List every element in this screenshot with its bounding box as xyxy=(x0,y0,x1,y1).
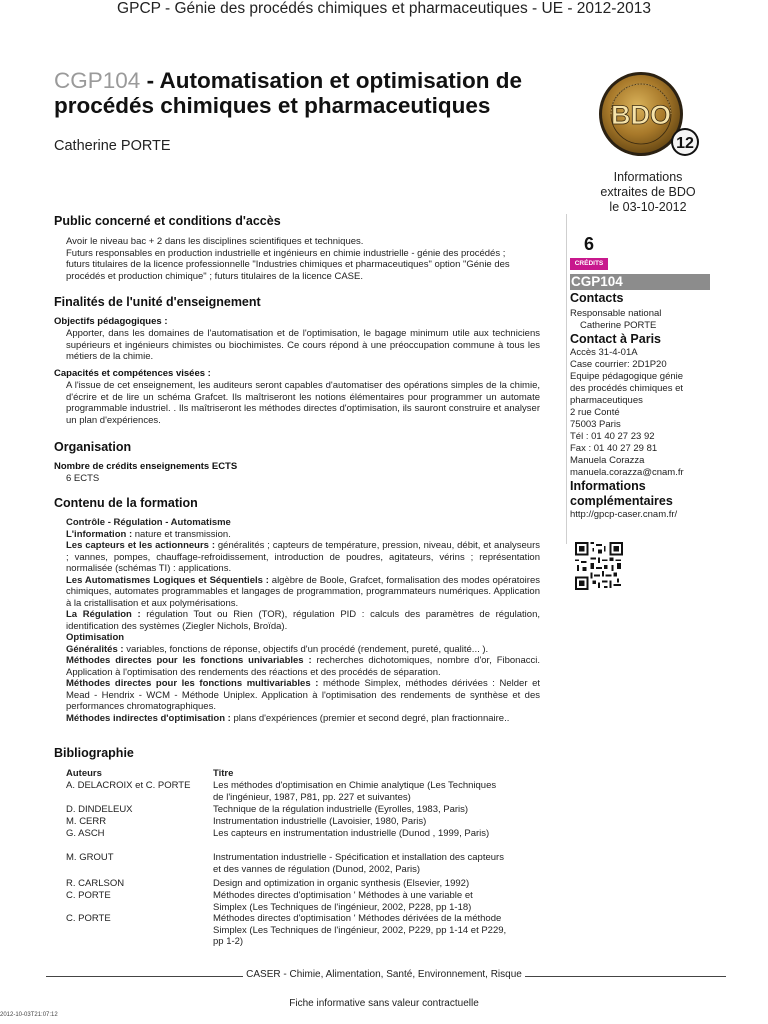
author-name: Catherine PORTE xyxy=(54,138,171,154)
contact-line: 75003 Paris xyxy=(570,419,621,430)
info-url-link[interactable]: http://gpcp-caser.cnam.fr/ xyxy=(570,509,678,520)
contact-email-link[interactable]: manuela.corazza@cnam.fr xyxy=(570,467,684,478)
objectifs-text: Apporter, dans les domaines de l'automatisation et de l'optimisation, le bagage minimum utile aux techniciens supérieurs et ingénieurs chimistes ou biochimistes. Ce cours répond à une préoccupation commune à tous les métiers de la chimie. xyxy=(66,328,540,362)
ects-label: Nombre de crédits enseignements ECTS xyxy=(54,461,238,472)
footer-category xyxy=(0,969,768,980)
bib-title: Design and optimization in organic synthesis (Elsevier, 1992) xyxy=(213,878,470,889)
course-title xyxy=(54,68,554,118)
bib-author: A. DELACROIX et C. PORTE xyxy=(66,780,191,791)
title-line2: procédés chimiques et pharmaceutiques xyxy=(54,93,491,118)
contact-line: pharmaceutiques xyxy=(570,395,643,406)
contact-line: Equipe pédagogique génie xyxy=(570,371,684,382)
sidebar-divider xyxy=(566,214,567,544)
public-line: procédés et production chimique" ; futurs titulaires de la licence CASE. xyxy=(66,270,363,282)
course-code: CGP104 xyxy=(54,68,141,93)
bib-author: M. GROUT xyxy=(66,852,114,863)
footer-disclaimer: Fiche informative sans valeur contractuelle xyxy=(289,998,479,1009)
info-heading-2: complémentaires xyxy=(570,494,673,508)
bib-author: C. PORTE xyxy=(66,913,111,924)
bib-author: M. CERR xyxy=(66,816,107,827)
page-header: GPCP - Génie des procédés chimiques et pharmaceutiques - UE - 2012-2013 xyxy=(117,0,651,17)
qr-code-icon xyxy=(575,542,623,590)
capacites-text: A l'issue de cet enseignement, les auditeurs seront capables d'automatiser des opérations simples de la chimie, d'écrire et de lire un schéma Grafcet. Ils maîtriseront les notions élémentaires pour programmer un automate programmable industriel. . Ils maîtriseront les méthodes directes d'optimisation, ils sauront construire et analyser un plan d'expériences. xyxy=(66,380,540,426)
credits-label: CRÉDITS xyxy=(570,258,608,270)
contenu-item: Les Automatismes Logiques et Séquentiels : algèbre de Boole, Grafcet, formalisation des modes opératoires chimiques, automates programmables et langages de programmation, programmateurs numériques. Application à la cristallisation et aux polymérisations. xyxy=(66,574,540,609)
contenu-heading: Contenu de la formation xyxy=(54,496,198,510)
sidebar-contacts xyxy=(570,291,710,521)
contenu-item: La Régulation : régulation Tout ou Rien (TOR), régulation PID : calculs des paramètres de régulation, identification des systèmes (Ziegler Nichols, Broïda). xyxy=(66,609,540,632)
title-line1: Automatisation et optimisation de xyxy=(159,68,523,93)
resp-name: Catherine PORTE xyxy=(580,320,657,331)
bdo-info-line1: Informations xyxy=(613,170,683,184)
contact-line: Case courrier: 2D1P20 xyxy=(570,359,667,370)
capacites-title: Capacités et compétences visées : xyxy=(54,368,211,379)
contenu-item: Les capteurs et les actionneurs : généralités ; capteurs de température, pression, niveau, débit, et analyseurs ; vannes, pompes, chauffage-refroidissement, introduction de poudres, agitateurs, vérins ; représentation normalisée (schémas TI) : applications. xyxy=(66,540,540,574)
bdo-info-line3: le 03-10-2012 xyxy=(609,200,687,214)
bibliographie-heading: Bibliographie xyxy=(54,746,134,760)
badge-number-text: 12 xyxy=(676,135,694,152)
contact-line: Fax : 01 40 27 29 81 xyxy=(570,443,658,454)
resp-label: Responsable national xyxy=(570,308,662,319)
contenu-item: Méthodes indirectes d'optimisation : plans d'expériences (premier et second degré, plan fractionnaire.. xyxy=(66,712,510,724)
public-line: Avoir le niveau bac + 2 dans les disciplines scientifiques et techniques. xyxy=(66,236,364,247)
ects-value: 6 ECTS xyxy=(66,473,100,484)
info-heading-1: Informations xyxy=(570,479,646,493)
contenu-item: L'information : nature et transmission. xyxy=(66,528,231,540)
contact-line: Manuela Corazza xyxy=(570,455,645,466)
objectifs-title: Objectifs pédagogiques : xyxy=(54,316,168,327)
bib-col-title: Titre xyxy=(213,768,234,779)
contact-paris-heading: Contact à Paris xyxy=(570,332,662,346)
contenu-item: Méthodes directes pour les fonctions multivariables : méthode Simplex, méthodes dérivées : Nelder et Mead - Hendrix - WCM - Méthode Uniplex. Application à l'optimisation des rendements de synthèse et des performances chromatographiques. xyxy=(66,678,541,712)
title-separator: - xyxy=(140,68,160,93)
public-line: Futurs responsables en production industrielle et ingénieurs en chimie industrielle - génie des procédés ; xyxy=(66,247,506,259)
bib-title: Les méthodes d'optimisation en Chimie analytique (Les Techniques de l'ingénieur, 1987, P81, pp. 227 et suivantes) xyxy=(213,780,497,803)
contenu-title1: Contrôle - Régulation - Automatisme xyxy=(66,517,231,528)
public-text xyxy=(66,236,540,282)
footer-category-text: CASER - Chimie, Alimentation, Santé, Environnement, Risque xyxy=(243,969,525,980)
contenu-title2: Optimisation xyxy=(66,632,125,643)
bib-col-authors: Auteurs xyxy=(66,768,102,779)
contenu-item: Généralités : variables, fonctions de réponse, objectifs d'un procédé (rendement, pureté, qualité... ). xyxy=(66,643,489,655)
public-line: futurs titulaires de la licence professionnelle "Industries chimiques et pharmaceutiques" option "Génie des xyxy=(66,259,510,270)
contenu-item: Méthodes directes pour les fonctions univariables : recherches dichotomiques, nombre d'or, Fibonacci. Application à l'optimisation des rendements des réactions et des procédés de séparation. xyxy=(66,655,540,678)
credits-number: 6 xyxy=(583,234,594,254)
bib-title: Les capteurs en instrumentation industrielle (Dunod , 1999, Paris) xyxy=(213,828,490,839)
contact-line: 2 rue Conté xyxy=(570,407,620,418)
bdo-info xyxy=(588,170,708,215)
contact-line: Accès 31-4-01A xyxy=(570,347,638,358)
sidebar-course-code: CGP104 xyxy=(570,274,710,290)
bib-title: Méthodes directes d'optimisation ' Méthodes à une variable et Simplex (Les Techniques de l'ingénieur, 2002, P228, pp 1-18) xyxy=(213,890,473,913)
badge-center-text: BDO xyxy=(611,100,671,130)
contenu-body xyxy=(66,517,540,724)
bib-author: D. DINDELEUX xyxy=(66,804,133,815)
bdo-badge-logo xyxy=(593,70,705,160)
contact-line: Tél : 01 40 27 23 92 xyxy=(570,431,655,442)
public-heading: Public concerné et conditions d'accès xyxy=(54,214,281,228)
bib-title: Instrumentation industrielle - Spécification et installation des capteurs et des vannes de régulation (Dunod, 2002, Paris) xyxy=(213,852,504,875)
bib-title: Technique de la régulation industrielle (Eyrolles, 1983, Paris) xyxy=(213,804,469,815)
contacts-heading: Contacts xyxy=(570,291,624,305)
contact-line: des procédés chimiques et xyxy=(570,383,684,394)
bib-title: Instrumentation industrielle (Lavoisier, 1980, Paris) xyxy=(213,816,427,827)
bib-title: Méthodes directes d'optimisation ' Méthodes dérivées de la méthode Simplex (Les Techniques de l'ingénieur, 2002, P229, pp 1-14 et P229, pp 1-2) xyxy=(213,913,507,947)
bdo-info-line2: extraites de BDO xyxy=(600,185,696,199)
organisation-heading: Organisation xyxy=(54,440,132,454)
timestamp: 2012-10-03T21:07:12 xyxy=(0,1012,58,1018)
bib-author: R. CARLSON xyxy=(66,878,125,889)
bib-author: C. PORTE xyxy=(66,890,111,901)
finalites-heading: Finalités de l'unité d'enseignement xyxy=(54,295,261,309)
bib-author: G. ASCH xyxy=(66,828,105,839)
